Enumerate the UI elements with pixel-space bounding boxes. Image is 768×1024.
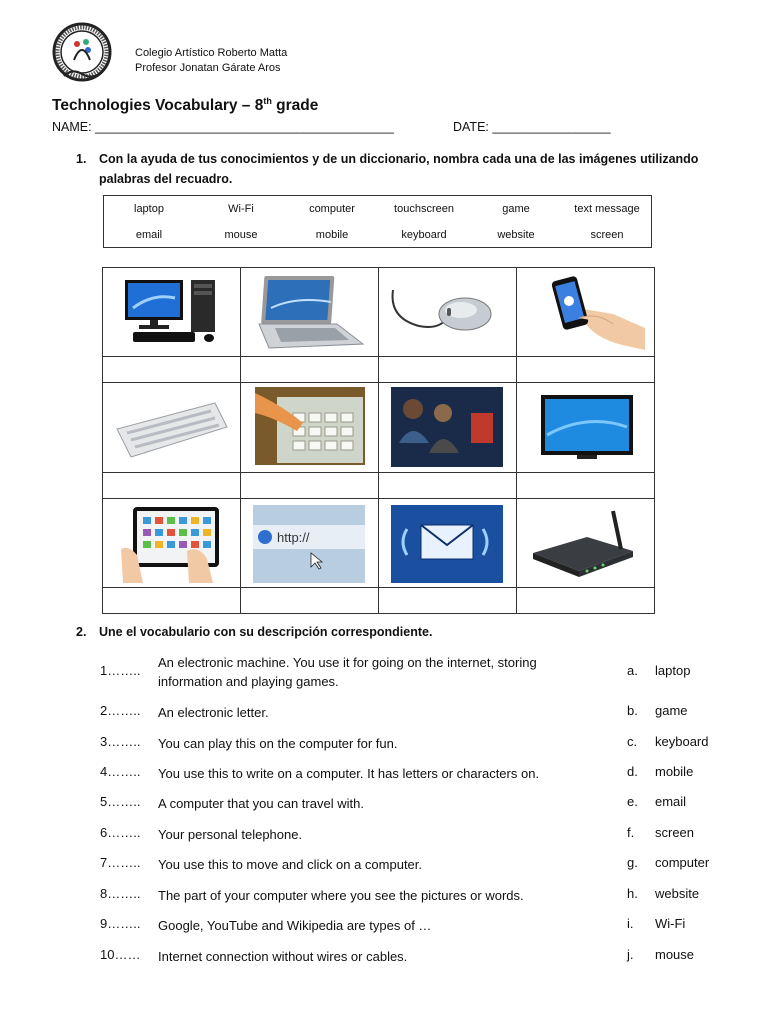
teacher-name: Profesor Jonatan Gárate Aros bbox=[135, 62, 281, 74]
option-word: keyboard bbox=[655, 734, 709, 749]
word-option: keyboard bbox=[401, 229, 447, 241]
option-word: Wi-Fi bbox=[655, 916, 686, 931]
item-number: 2…….. bbox=[100, 703, 141, 718]
item-number: 3…….. bbox=[100, 734, 141, 749]
item-description: An electronic machine. You use it for going on the internet, storing information and playing games. bbox=[158, 655, 537, 689]
school-name: Colegio Artístico Roberto Matta bbox=[135, 47, 288, 59]
item-description: You can play this on the computer for fun. bbox=[158, 736, 398, 751]
date-field[interactable]: DATE: _________________ bbox=[453, 120, 611, 134]
item-number: 9…….. bbox=[100, 916, 141, 931]
name-field[interactable]: NAME: ___________________________________________ bbox=[52, 120, 394, 134]
word-option: touchscreen bbox=[394, 203, 454, 215]
word-option: mobile bbox=[315, 229, 349, 241]
option-word: mobile bbox=[655, 764, 694, 779]
word-option: computer bbox=[309, 203, 355, 215]
option-letter: j. bbox=[627, 947, 634, 962]
option-word: website bbox=[655, 886, 700, 901]
option-letter: h. bbox=[627, 886, 638, 901]
item-number: 1…….. bbox=[100, 663, 141, 678]
word-option: laptop bbox=[134, 203, 164, 215]
page-title: Technologies Vocabulary – 8th grade bbox=[52, 96, 319, 115]
option-letter: d. bbox=[627, 764, 638, 779]
item-description: A computer that you can travel with. bbox=[158, 796, 364, 811]
instruction-1: 1. Con la ayuda de tus conocimientos y de un diccionario, nombra cada una de las imágenes utilizando palabras del recuadro. bbox=[76, 152, 699, 186]
url-text: http:// bbox=[277, 529, 310, 545]
item-number: 10…… bbox=[100, 947, 141, 962]
item-description: The part of your computer where you see the pictures or words. bbox=[158, 888, 524, 903]
option-letter: b. bbox=[627, 703, 638, 718]
option-letter: e. bbox=[627, 794, 638, 809]
word-option: text message bbox=[574, 203, 640, 215]
word-option: Wi-Fi bbox=[228, 203, 254, 215]
item-number: 8…….. bbox=[100, 886, 141, 901]
word-option: website bbox=[497, 229, 535, 241]
word-option: email bbox=[135, 229, 163, 241]
item-description: Google, YouTube and Wikipedia are types of … bbox=[158, 918, 432, 933]
word-option: game bbox=[502, 203, 530, 215]
item-number: 5…….. bbox=[100, 794, 141, 809]
item-description: An electronic letter. bbox=[158, 705, 269, 720]
item-description: Your personal telephone. bbox=[158, 827, 303, 842]
option-letter: i. bbox=[627, 916, 634, 931]
item-description: Internet connection without wires or cables. bbox=[158, 949, 408, 964]
item-description: You use this to write on a computer. It has letters or characters on. bbox=[158, 766, 540, 781]
option-word: mouse bbox=[655, 947, 695, 962]
option-word: computer bbox=[655, 855, 710, 870]
option-word: game bbox=[655, 703, 688, 718]
option-letter: g. bbox=[627, 855, 638, 870]
option-letter: c. bbox=[627, 734, 638, 749]
option-letter: f. bbox=[627, 825, 635, 840]
item-number: 6…….. bbox=[100, 825, 141, 840]
option-word: laptop bbox=[655, 663, 691, 678]
option-letter: a. bbox=[627, 663, 638, 678]
word-option: mouse bbox=[224, 229, 258, 241]
item-number: 7…….. bbox=[100, 855, 141, 870]
word-option: screen bbox=[590, 229, 624, 241]
instruction-2: 2. Une el vocabulario con su descripción correspondiente. bbox=[76, 625, 433, 639]
option-word: email bbox=[655, 794, 687, 809]
item-number: 4…….. bbox=[100, 764, 141, 779]
item-description: You use this to move and click on a computer. bbox=[158, 857, 423, 872]
option-word: screen bbox=[655, 825, 695, 840]
